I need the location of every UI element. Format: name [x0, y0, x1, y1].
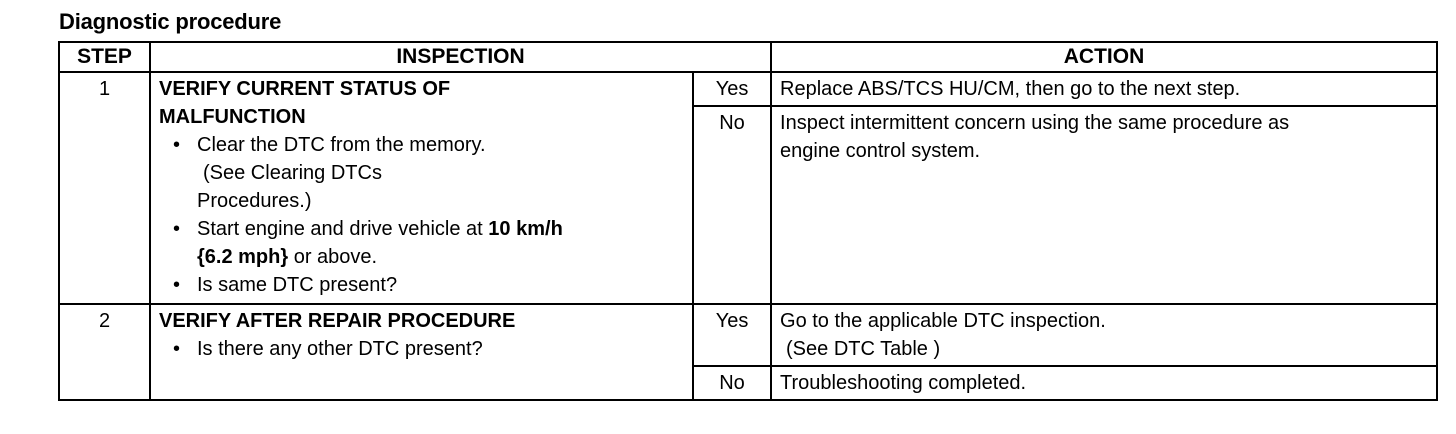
table-header-row — [59, 42, 1437, 72]
no-action — [771, 106, 1437, 304]
header-step: STEP — [59, 42, 150, 72]
bullet-text: or above. — [288, 246, 378, 268]
yes-label: Yes — [693, 304, 771, 366]
list-item — [173, 335, 684, 363]
action-line: (See DTC Table ) — [786, 338, 941, 360]
inspection-cell — [150, 304, 693, 400]
inspection-heading: VERIFY AFTER REPAIR PROCEDURE — [159, 310, 516, 332]
list-item — [173, 131, 684, 215]
action-line: engine control system. — [780, 140, 981, 162]
table-row — [59, 304, 1437, 366]
yes-action: Replace ABS/TCS HU/CM, then go to the next step. — [771, 72, 1437, 106]
bullet-text: Is same DTC present? — [197, 274, 398, 296]
table-row — [59, 72, 1437, 106]
inspection-cell — [150, 72, 693, 304]
no-label: No — [693, 106, 771, 304]
inspection-heading — [159, 75, 684, 131]
bullet-subtext: Procedures.) — [197, 190, 312, 212]
no-label: No — [693, 366, 771, 400]
speed-metric: 10 km/h — [488, 218, 563, 240]
bullet-text: Start engine and drive vehicle at — [197, 218, 489, 240]
yes-label: Yes — [693, 72, 771, 106]
bullet-text: Clear the DTC from the memory. — [197, 134, 486, 156]
heading-line: VERIFY CURRENT STATUS OF — [159, 78, 451, 100]
inspection-steps — [159, 131, 684, 299]
list-item — [173, 271, 684, 299]
step-number: 1 — [59, 72, 150, 304]
bullet-text: Is there any other DTC present? — [197, 338, 483, 360]
page-title: Diagnostic procedure — [59, 9, 282, 34]
inspection-steps — [159, 335, 684, 363]
header-action: ACTION — [771, 42, 1437, 72]
diagnostic-table — [58, 41, 1438, 401]
speed-imperial: {6.2 mph} — [197, 246, 289, 268]
step-number: 2 — [59, 304, 150, 400]
no-action: Troubleshooting completed. — [771, 366, 1437, 400]
bullet-subtext: (See Clearing DTCs — [203, 162, 382, 184]
heading-line: MALFUNCTION — [159, 106, 306, 128]
list-item — [173, 215, 684, 271]
header-inspection: INSPECTION — [150, 42, 771, 72]
action-line: Go to the applicable DTC inspection. — [780, 310, 1106, 332]
yes-action — [771, 304, 1437, 366]
action-line: Inspect intermittent concern using the same procedure as — [780, 112, 1290, 134]
